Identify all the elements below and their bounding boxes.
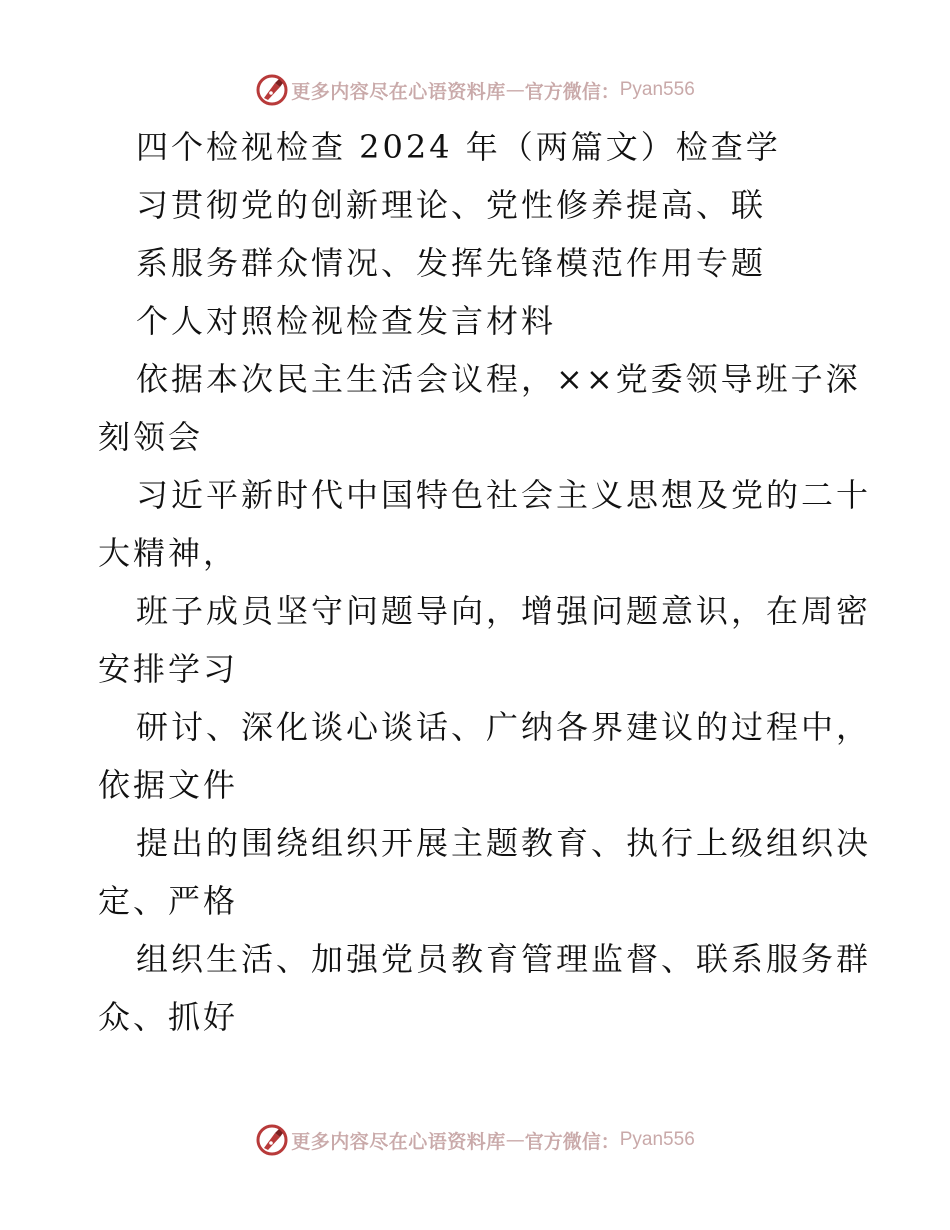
paragraph-line: 依据本次民主生活会议程，××党委领导班子深 [136, 360, 861, 398]
paragraph-line: 依据文件 [98, 766, 239, 804]
paragraph-line: 刻领会 [98, 418, 204, 456]
banner-separator: — [505, 79, 525, 101]
pen-nib-logo-icon [255, 73, 289, 107]
paragraph-line: 提出的围绕组织开展主题教育、执行上级组织决 [136, 824, 872, 862]
banner-wechat-label: 官方微信： [524, 80, 620, 103]
paragraph [98, 930, 872, 1046]
paragraph-line: 众、抓好 [98, 998, 239, 1036]
banner-text: 更多内容尽在心语资料库 [291, 1130, 506, 1153]
paragraph [98, 466, 872, 582]
footer-banner [0, 1120, 950, 1160]
paragraph-line: 组织生活、加强党员教育管理监督、联系服务群 [136, 940, 872, 978]
title-line: 个人对照检视检查发言材料 [136, 302, 557, 340]
banner-wechat-id: Pyan556 [619, 1129, 695, 1150]
banner-wechat-label: 官方微信： [524, 1130, 620, 1153]
paragraph-line: 研讨、深化谈心谈话、广纳各界建议的过程中， [136, 708, 872, 746]
paragraph [98, 350, 861, 466]
document-body [98, 118, 872, 1046]
title-line: 四个检视检查 2024 年（两篇文）检查学 [136, 128, 781, 166]
paragraph [98, 814, 872, 930]
paragraph-line: 大精神， [98, 534, 239, 572]
paragraph [98, 698, 872, 814]
paragraph-line: 班子成员坚守问题导向，增强问题意识，在周密 [136, 592, 872, 630]
document-title [98, 118, 858, 350]
paragraph-line: 定、严格 [98, 882, 239, 920]
banner-text: 更多内容尽在心语资料库 [291, 80, 506, 103]
header-banner [0, 70, 950, 110]
pen-nib-logo-icon [255, 1123, 289, 1157]
paragraph-line: 安排学习 [98, 650, 239, 688]
paragraph-line: 习近平新时代中国特色社会主义思想及党的二十 [136, 476, 872, 514]
title-line: 系服务群众情况、发挥先锋模范作用专题 [136, 244, 767, 282]
paragraph [98, 582, 872, 698]
banner-separator: — [505, 1129, 525, 1151]
title-line: 习贯彻党的创新理论、党性修养提高、联 [136, 186, 767, 224]
banner-wechat-id: Pyan556 [619, 79, 695, 100]
